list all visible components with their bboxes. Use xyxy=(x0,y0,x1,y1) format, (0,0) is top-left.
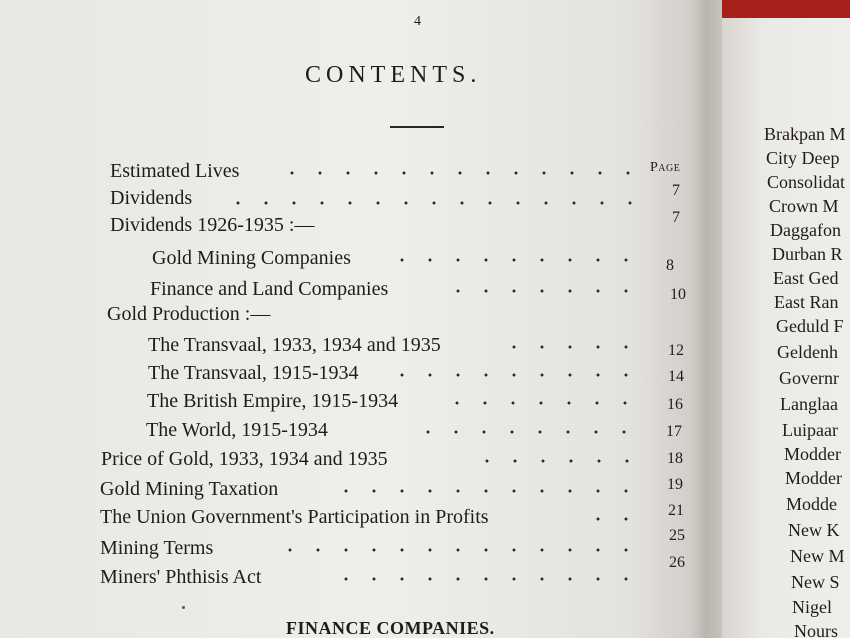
toc-entry-page: 7 xyxy=(672,182,680,199)
right-page-item: Daggafon xyxy=(770,220,841,240)
toc-entry xyxy=(148,334,688,360)
right-page xyxy=(722,0,850,638)
toc-entry xyxy=(150,278,690,304)
toc-entry-label: The Union Government's Participation in Profits xyxy=(100,506,489,528)
dot-leader xyxy=(390,368,640,382)
toc-entry xyxy=(152,247,682,273)
dot-leader xyxy=(280,543,640,557)
toc-entry xyxy=(148,362,688,388)
dot-leader xyxy=(406,425,638,439)
toc-entry-label: Miners' Phthisis Act xyxy=(100,566,262,588)
dot-leader xyxy=(340,484,640,498)
page-speck xyxy=(182,606,185,609)
toc-entry xyxy=(100,502,690,532)
toc-entry-page: 26 xyxy=(669,554,685,571)
toc-entry-page: 10 xyxy=(670,286,686,303)
page-number: 4 xyxy=(414,14,421,29)
dot-leader xyxy=(447,396,639,410)
toc-entry-page: 8 xyxy=(666,257,674,274)
toc-entry xyxy=(101,448,691,474)
toc-entry xyxy=(100,554,690,592)
dot-leader xyxy=(510,340,640,354)
toc-entry-label: Estimated Lives xyxy=(110,160,240,182)
right-page-item: Nigel xyxy=(792,597,832,617)
toc-entry-page: 14 xyxy=(668,368,684,385)
page-title: CONTENTS. xyxy=(305,62,482,88)
toc-entry-label: Dividends 1926-1935 :— xyxy=(110,214,315,236)
toc-entry xyxy=(107,303,677,329)
right-page-item: Luipaar xyxy=(782,420,838,440)
toc-entry-label: Dividends xyxy=(110,187,193,209)
toc-entry xyxy=(146,419,686,445)
toc-entry xyxy=(100,478,690,504)
toc-entry-label: Gold Mining Taxation xyxy=(100,478,279,500)
right-page-item: Modder xyxy=(785,468,842,488)
toc-entry-page: 18 xyxy=(667,450,683,467)
toc-entry xyxy=(147,390,687,416)
toc-entry-label: Price of Gold, 1933, 1934 and 1935 xyxy=(101,448,388,470)
section-heading: FINANCE COMPANIES. xyxy=(286,618,495,638)
dot-leader xyxy=(340,572,640,586)
right-page-item: Modde xyxy=(786,494,837,514)
dot-leader xyxy=(434,284,640,298)
toc-entry xyxy=(100,527,690,563)
dot-leader xyxy=(282,166,642,180)
right-page-item: Governr xyxy=(779,368,839,388)
right-page-item: East Ran xyxy=(774,292,839,312)
toc-entry-label: Gold Mining Companies xyxy=(152,247,351,269)
right-page-item: Geduld F xyxy=(776,316,844,336)
toc-entry-label: The British Empire, 1915-1934 xyxy=(147,390,399,412)
right-page-item: Brakpan M xyxy=(764,124,846,144)
right-page-item: Nours xyxy=(794,621,838,638)
right-page-item: Crown M xyxy=(769,196,839,216)
right-page-item: Durban R xyxy=(772,244,843,264)
page-column-header: Page xyxy=(650,160,681,175)
right-page-item: New K xyxy=(788,520,840,540)
right-page-item: Modder xyxy=(784,444,841,464)
right-page-item: New M xyxy=(790,546,845,566)
dot-leader xyxy=(461,454,641,468)
toc-entry-label: Gold Production :— xyxy=(107,303,271,325)
right-page-item: East Ged xyxy=(773,268,839,288)
dot-leader xyxy=(572,512,640,526)
toc-entry-page: 12 xyxy=(668,342,684,359)
toc-entry-page: 7 xyxy=(672,209,680,226)
title-divider xyxy=(390,126,444,128)
right-page-item: New S xyxy=(791,572,840,592)
toc-entry xyxy=(110,214,680,240)
toc-entry-page: 16 xyxy=(667,396,683,413)
right-page-item: Geldenh xyxy=(777,342,838,362)
toc-entry-label: Finance and Land Companies xyxy=(150,278,389,300)
red-cover-edge xyxy=(722,0,850,18)
dot-leader xyxy=(400,253,640,267)
toc-entry-page: 19 xyxy=(667,476,683,493)
toc-entry-label: The World, 1915-1934 xyxy=(146,419,328,441)
right-page-item: Langlaa xyxy=(780,394,838,414)
toc-entry-label: The Transvaal, 1933, 1934 and 1935 xyxy=(148,334,441,356)
right-page-item: City Deep xyxy=(766,148,840,168)
toc-entry-page: 17 xyxy=(666,423,682,440)
toc-entry-label: The Transvaal, 1915-1934 xyxy=(148,362,359,384)
toc-entry-page: 25 xyxy=(669,527,685,544)
toc-entry-page: 21 xyxy=(668,502,684,519)
right-page-item: Consolidat xyxy=(767,172,846,192)
dot-leader xyxy=(220,196,644,210)
toc-entry-label: Mining Terms xyxy=(100,537,214,559)
